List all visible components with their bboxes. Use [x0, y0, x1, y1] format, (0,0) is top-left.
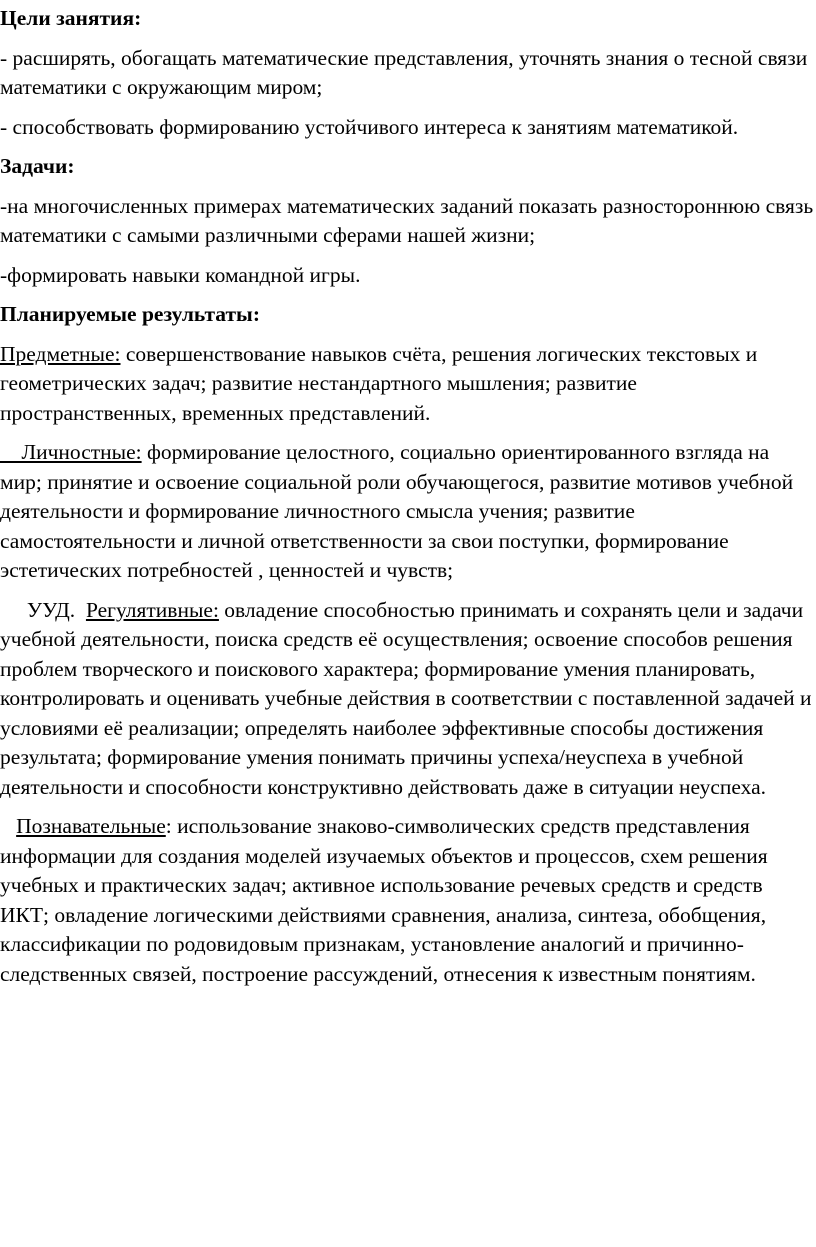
task-item-2: -формировать навыки командной игры.	[0, 262, 361, 287]
personal-results-text: формирование целостного, социально ориентированного взгляда на мир; принятие и освоение социальной роли обучающегося, развитие мотивов учебной деятельности и формирование личностного смысла учения; развитие самостоятельности и личной ответственности за свои поступки, формирование эстетических потребностей , ценностей и чувств;	[0, 440, 794, 582]
personal-results-label-text: Личностные:	[21, 440, 142, 464]
regulatory-results-label: Регулятивные:	[85, 597, 219, 622]
tasks-heading: Задачи:	[0, 154, 75, 178]
personal-results-label	[0, 440, 142, 464]
subject-results-label: Предметные:	[0, 341, 121, 366]
personal-results	[0, 438, 816, 586]
subject-results-text: совершенствование навыков счёта, решения логических текстовых и геометрических задач; развитие нестандартного мышления; развитие пространственных, временных представлений.	[0, 341, 758, 425]
cognitive-results	[0, 812, 816, 989]
task-item-1: -на многочисленных примерах математических заданий показать разностороннюю связь математики с самыми различными сферами нашей жизни;	[0, 193, 814, 247]
regulatory-results	[0, 596, 816, 803]
goal-item-1: - расширять, обогащать математические представления, уточнять знания о тесной связи математики с окружающим миром;	[0, 45, 808, 99]
goals-heading: Цели занятия:	[0, 6, 142, 30]
goal-item-2: - способствовать формированию устойчивого интереса к занятиям математикой.	[0, 114, 739, 139]
cognitive-results-label: Познавательные	[16, 814, 166, 838]
results-heading: Планируемые результаты:	[0, 302, 261, 326]
subject-results	[0, 340, 816, 429]
uud-prefix: УУД.	[26, 597, 76, 622]
cognitive-results-text: : использование знаково-символических средств представления информации для создания моделей изучаемых объектов и процессов, схем решения учебных и практических задач; активное использование речевых средств и средств ИКТ; овладение логическими действиями сравнения, анализа, синтеза, обобщения, классификации по родовидовым признакам, установление аналогий и причинно-следственных связей, построение рассуждений, отнесения к известным понятиям.	[0, 814, 768, 986]
regulatory-results-text: овладение способностью принимать и сохранять цели и задачи учебной деятельности, поиска средств её осуществления; освоение способов решения проблем творческого и поискового характера; формирование умения планировать, контролировать и оценивать учебные действия в соответствии с поставленной задачей и условиями её реализации; определять наиболее эффективные способы достижения результата; формирование умения понимать причины успеха/неуспеха в учебной деятельности и способности конструктивно действовать даже в ситуации неуспеха.	[0, 597, 812, 799]
